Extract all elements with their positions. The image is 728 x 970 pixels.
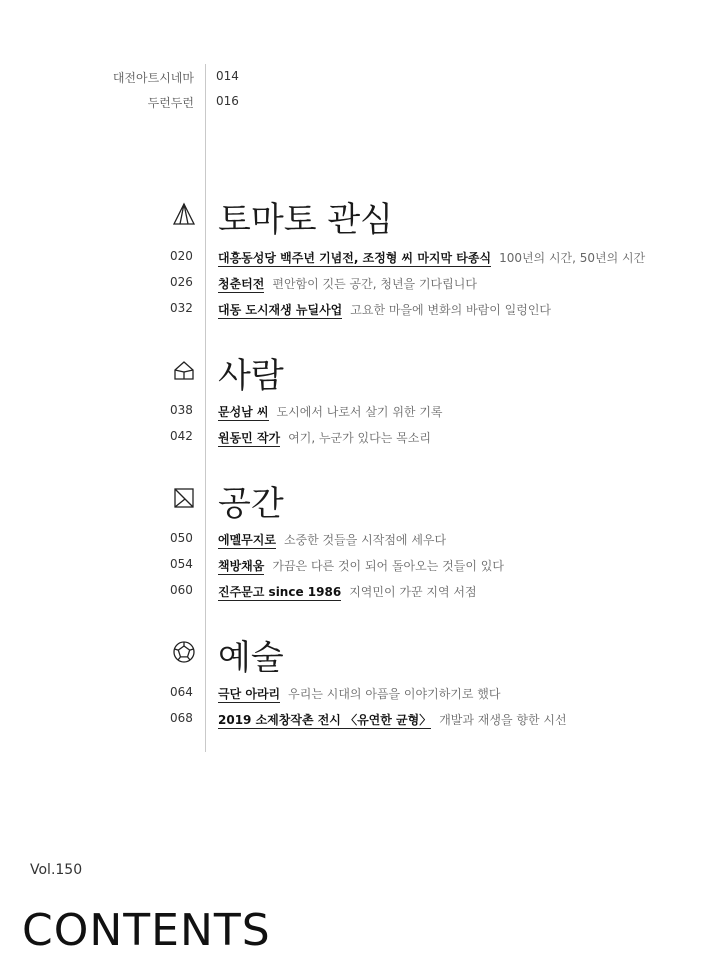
toc-entry[interactable] [0, 429, 728, 451]
entry-page: 054 [170, 557, 193, 571]
entry-subtitle: 소중한 것들을 시작점에 세우다 [283, 533, 447, 547]
entry-subtitle: 우리는 시대의 아픔을 이야기하기로 했다 [288, 687, 501, 701]
toc-entry[interactable] [0, 685, 728, 707]
entry-subtitle: 여기, 누군가 있다는 목소리 [288, 431, 431, 445]
volume-label: Vol.150 [30, 862, 83, 878]
entry-page: 050 [170, 531, 193, 545]
entry-subtitle: 가끔은 다른 것이 되어 돌아오는 것들이 있다 [272, 559, 504, 573]
entry-subtitle: 고요한 마을에 변화의 바람이 일렁인다 [350, 303, 552, 317]
entry-page: 026 [170, 275, 193, 289]
toc-item-page: 016 [216, 94, 239, 108]
toc-entry[interactable] [0, 301, 728, 323]
toc-entry[interactable] [0, 557, 728, 579]
house-outline-icon [172, 358, 196, 382]
entry-page: 060 [170, 583, 193, 597]
section-header [0, 196, 728, 240]
toc-item-page: 014 [216, 69, 239, 83]
toc-entry[interactable] [0, 583, 728, 605]
entry-page: 020 [170, 249, 193, 263]
entry-page: 042 [170, 429, 193, 443]
entry-headline: 청춘터전 [218, 277, 265, 291]
toc-item-name: 대전아트시네마 [112, 71, 194, 85]
section-header [0, 480, 728, 524]
entry-headline: 책방채움 [218, 559, 265, 573]
entry-headline: 진주문고 since 1986 [218, 585, 342, 599]
entry-page: 038 [170, 403, 193, 417]
entry-subtitle: 100년의 시간, 50년의 시간 [499, 251, 646, 265]
section-header [0, 352, 728, 396]
section-title: 토마토 관심 [218, 200, 394, 240]
entry-page: 064 [170, 685, 193, 699]
toc-entry[interactable] [0, 531, 728, 553]
entry-subtitle: 도시에서 나로서 살기 위한 기록 [276, 405, 443, 419]
toc-item[interactable] [0, 94, 728, 116]
entry-headline: 2019 소제창작촌 전시 〈유연한 균형〉 [218, 713, 432, 727]
entry-page: 068 [170, 711, 193, 725]
section-header [0, 634, 728, 678]
entry-subtitle: 개발과 재생을 향한 시선 [439, 713, 567, 727]
triangle-tent-icon [172, 202, 196, 226]
entry-headline: 문성남 씨 [218, 405, 269, 419]
toc-entry[interactable] [0, 711, 728, 733]
square-diagonal-icon [172, 486, 196, 510]
entry-subtitle: 지역민이 가꾼 지역 서점 [349, 585, 477, 599]
entry-headline: 원동민 작가 [218, 431, 281, 445]
entry-headline: 대흥동성당 백주년 기념전, 조정형 씨 마지막 타종식 [218, 251, 492, 265]
section-title: 예술 [218, 638, 284, 678]
section-title: 사람 [218, 356, 284, 396]
toc-entry[interactable] [0, 403, 728, 425]
toc-entry[interactable] [0, 275, 728, 297]
toc-entry[interactable] [0, 249, 728, 271]
toc-item[interactable] [0, 69, 728, 91]
section-title: 공간 [218, 484, 284, 524]
contents-title: CONTENTS [22, 905, 271, 956]
entry-page: 032 [170, 301, 193, 315]
entry-headline: 대동 도시재생 뉴딜사업 [218, 303, 343, 317]
toc-item-name: 두런두런 [147, 96, 194, 110]
entry-headline: 극단 아라리 [218, 687, 281, 701]
pentagon-flower-icon [172, 640, 196, 664]
entry-headline: 에멜무지로 [218, 533, 276, 547]
entry-subtitle: 편안함이 깃든 공간, 청년을 기다립니다 [272, 277, 477, 291]
